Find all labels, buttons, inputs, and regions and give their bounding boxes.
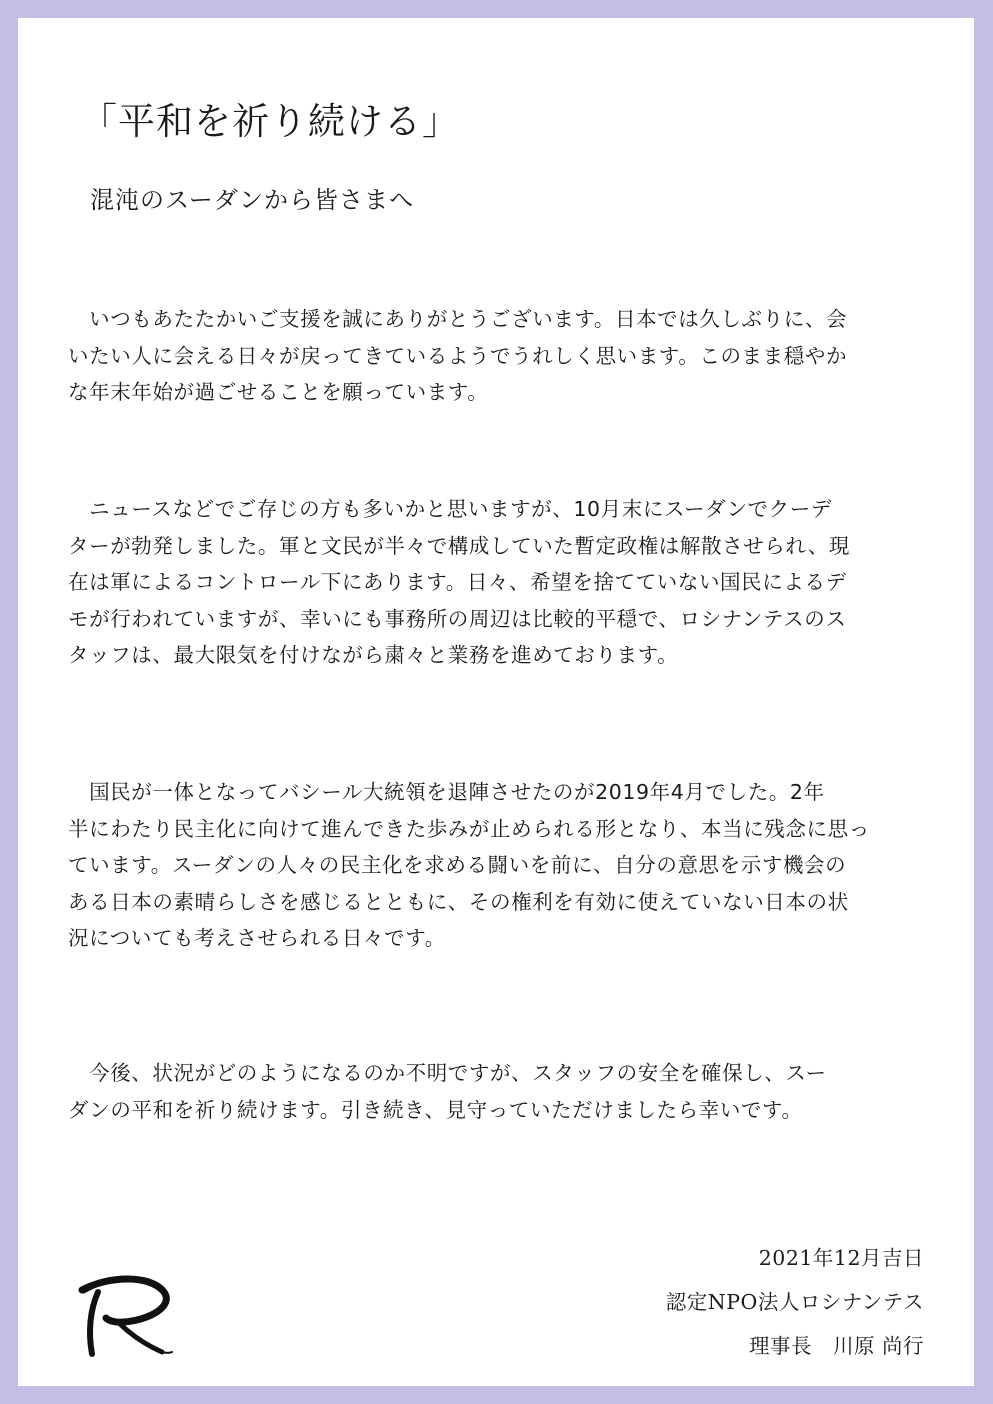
- text-line: ターが勃発しました。軍と文民が半々で構成していた暫定政権は解散させられ、現: [68, 533, 850, 558]
- paragraph-greeting: [68, 301, 847, 411]
- paragraph-democratization: [68, 774, 870, 957]
- letter-page: [18, 18, 974, 1386]
- text-line: 況についても考えさせられる日々です。: [68, 926, 446, 950]
- letter-title: 「平和を祈り続ける」: [80, 100, 460, 143]
- text-line: 今後、状況がどのようになるのか不明ですが、スタッフの安全を確保し、スー: [68, 1061, 827, 1085]
- text-line: ています。スーダンの人々の民主化を求める闘いを前に、自分の意思を示す機会の: [68, 853, 847, 877]
- text-line: 在は軍によるコントロール下にあります。日々、希望を捨てていない国民によるデ: [68, 570, 847, 594]
- text-line: 半にわたり民主化に向けて進んできた歩みが止められる形となり、本当に残念に思っ: [68, 816, 870, 841]
- paragraph-coup-news: [68, 491, 850, 674]
- text-line: な年末年始が過ごせることを願っています。: [68, 380, 489, 404]
- text-line: いつもあたたかいご支援を誠にありがとうございます。日本では久しぶりに、会: [68, 307, 848, 331]
- text-line: ある日本の素晴らしさを感じるとともに、その権利を有効に使えていない日本の状: [68, 889, 849, 914]
- text-line: ダンの平和を祈り続けます。引き続き、見守っていただけましたら幸いです。: [68, 1097, 803, 1122]
- signature-block: [666, 1236, 924, 1368]
- text-line: タッフは、最大限気を付けながら粛々と業務を進めております。: [68, 643, 679, 667]
- signature-signer: 理事長 川原 尚行: [748, 1334, 924, 1358]
- letter-subtitle: 混沌のスーダンから皆さまへ: [90, 186, 415, 214]
- rocinantes-r-logo-icon: [68, 1270, 178, 1360]
- text-line: モが行われていますが、幸いにも事務所の周辺は比較的平穏で、ロシナンテスのス: [68, 606, 847, 631]
- signature-organization: 認定NPO法人ロシナンテス: [665, 1290, 924, 1314]
- paragraph-closing: [68, 1055, 827, 1128]
- text-line: ニュースなどでご存じの方も多いかと思いますが、10月末にスーダンでクーデ: [68, 497, 832, 521]
- text-line: 国民が一体となってバシール大統領を退陣させたのが2019年4月でした。2年: [68, 780, 825, 804]
- text-line: いたい人に会える日々が戻ってきているようでうれしく思います。このまま穏やか: [68, 343, 848, 368]
- signature-date: 2021年12月吉日: [758, 1246, 924, 1270]
